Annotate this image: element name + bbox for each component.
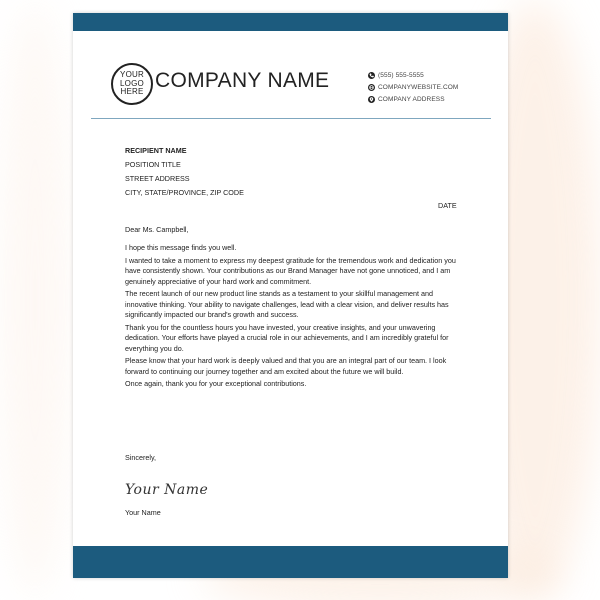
location-icon: [368, 96, 375, 103]
paragraph: Thank you for the countless hours you have invested, your creative insights, and your unwavering dedication. Your efforts have played a crucial role in our achievements, and I am incredibly grateful for everything you do.: [125, 322, 449, 353]
contact-text: (555) 555-5555: [378, 72, 424, 79]
logo-placeholder: [111, 63, 153, 105]
salutation: Dear Ms. Campbell,: [125, 225, 189, 234]
contact-phone: [368, 70, 498, 81]
phone-icon: [368, 72, 375, 79]
background-blur: [0, 0, 70, 600]
paragraph: I wanted to take a moment to express my deepest gratitude for the tremendous work and dedication you have consistently shown. Your contributions as our Brand Manager have not gone unnoticed, and I am genuinely appreciative of your hard work and commitment.: [125, 255, 456, 286]
recipient-position: POSITION TITLE: [125, 160, 181, 169]
logo-line: HERE: [120, 87, 144, 97]
recipient-block: [125, 144, 244, 200]
letter-body: [125, 225, 460, 392]
footer-band: [73, 546, 508, 578]
paragraph: I hope this message finds you well.: [125, 243, 237, 252]
header-divider: [91, 118, 491, 119]
contact-website: [368, 82, 498, 93]
recipient-city: CITY, STATE/PROVINCE, ZIP CODE: [125, 188, 244, 197]
contact-text: COMPANY ADDRESS: [378, 96, 445, 103]
globe-icon: [368, 84, 375, 91]
paragraph: The recent launch of our new product line stands as a testament to your skillful management and innovative thinking. Your ability to navigate challenges, lead with a clear vision, and deliver results has significantly impacted our brand's growth and success.: [125, 289, 449, 319]
logo-line: YOUR: [120, 70, 144, 80]
paragraph: Please know that your hard work is deeply valued and that you are an integral part of our team. I look forward to continuing our journey together and am excited about the future we will build.: [125, 356, 447, 376]
closing: Sincerely,: [125, 453, 157, 462]
signer-name: Your Name: [125, 508, 161, 517]
contact-block: [368, 70, 498, 106]
letter-date: DATE: [438, 201, 457, 210]
recipient-name: RECIPIENT NAME: [125, 146, 187, 155]
logo-line: LOGO: [120, 78, 144, 88]
contact-address: [368, 94, 498, 105]
company-name: COMPANY NAME: [155, 69, 330, 92]
letterhead-page: [73, 13, 508, 578]
paragraph: Once again, thank you for your exceptional contributions.: [125, 379, 307, 388]
recipient-street: STREET ADDRESS: [125, 174, 190, 183]
header-band: [73, 13, 508, 31]
contact-text: COMPANYWEBSITE.COM: [378, 84, 459, 91]
signature: Your Name: [125, 482, 209, 498]
